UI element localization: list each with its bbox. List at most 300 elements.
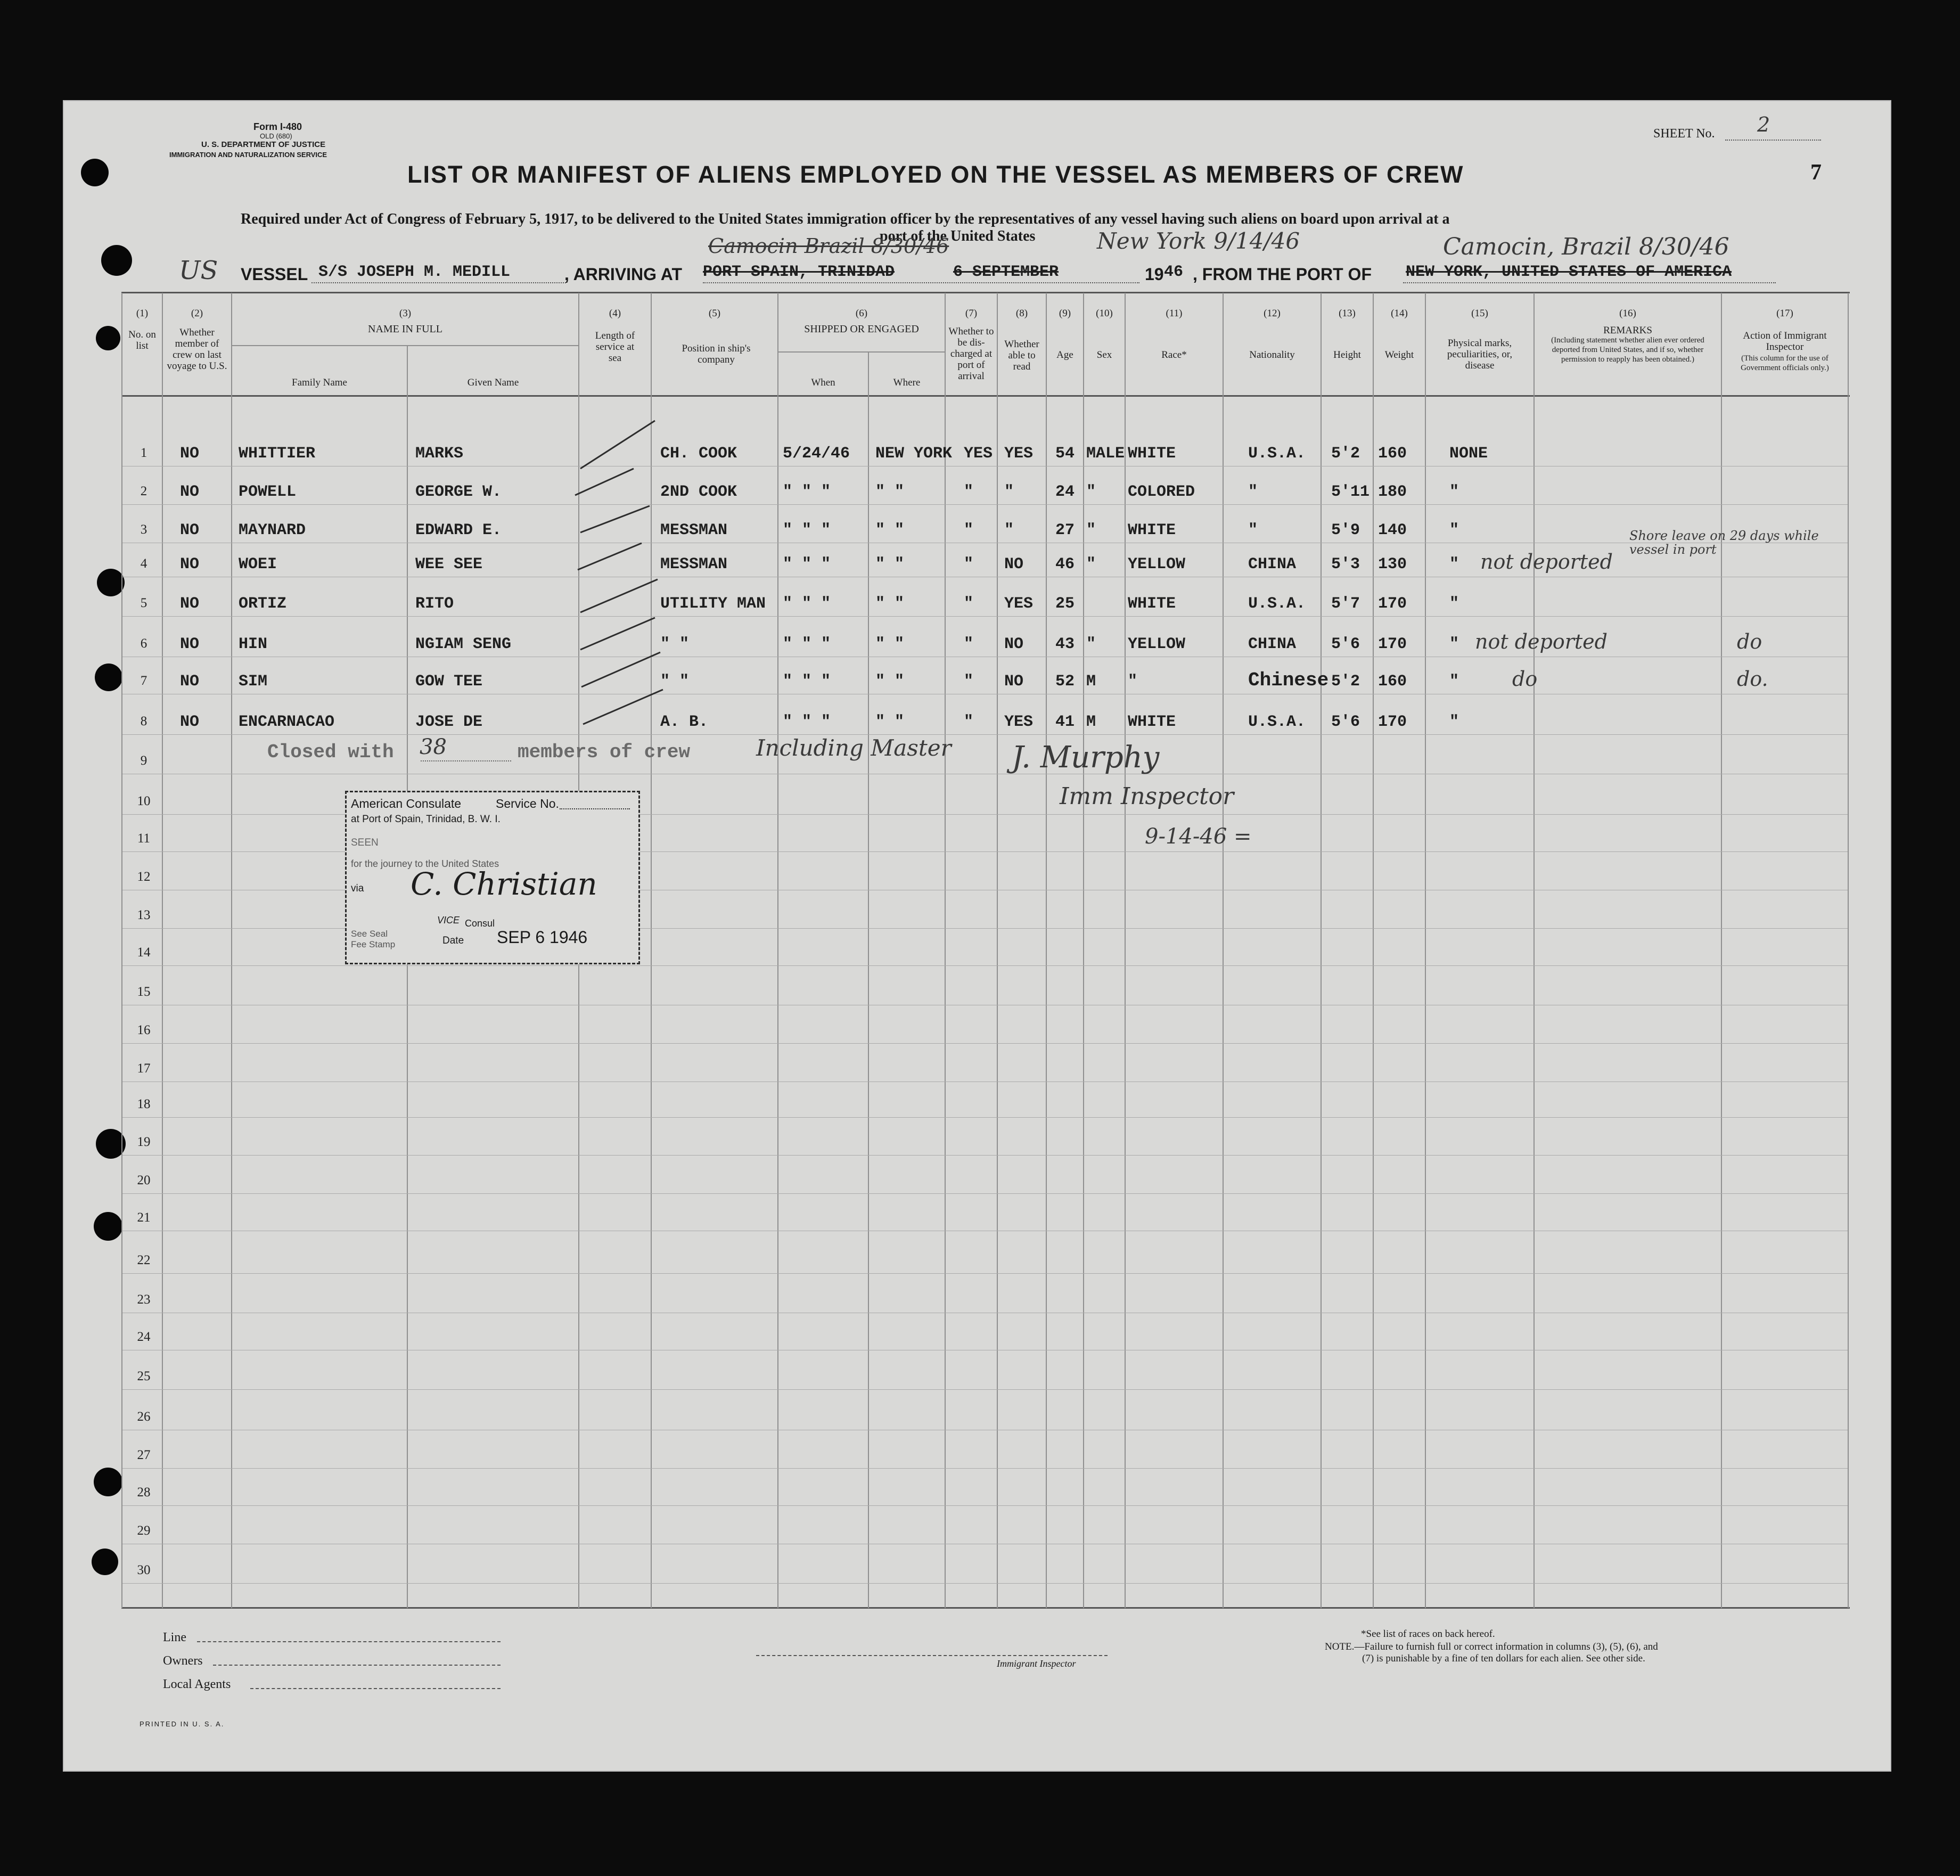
- line-number: 19: [137, 1135, 151, 1149]
- nationality-cell: CHINA: [1248, 555, 1297, 574]
- sex-cell: ": [1086, 635, 1096, 653]
- given-name-cell: GEORGE W.: [415, 483, 502, 501]
- stamp-date-label: Date: [442, 935, 464, 946]
- ruled-line: [122, 1389, 1848, 1390]
- able-to-read-cell: YES: [1004, 595, 1034, 613]
- ruled-line: [122, 1505, 1848, 1506]
- sheet-number: 2: [1757, 113, 1770, 136]
- footer-note-line2: (7) is punishable by a fine of ten dollars for each alien. See other side.: [1362, 1653, 1645, 1664]
- stamp-fee: Fee Stamp: [351, 939, 396, 949]
- given-name-cell: RITO: [415, 595, 454, 613]
- line-number: 30: [137, 1563, 151, 1577]
- shipped-when-header: When: [811, 377, 835, 388]
- sheet-underline: [1725, 140, 1821, 141]
- able-to-read-cell: NO: [1004, 673, 1024, 691]
- column-divider: [1046, 293, 1047, 1608]
- line-number: 24: [137, 1330, 151, 1344]
- height-cell: 5'2: [1331, 445, 1360, 463]
- height-cell: 5'6: [1331, 635, 1360, 653]
- column-divider: [121, 293, 122, 1608]
- last-voyage-cell: NO: [180, 521, 200, 539]
- line-number: 16: [137, 1023, 151, 1037]
- able-to-read-cell: YES: [1004, 713, 1034, 731]
- stamp-consulate: American Consulate: [351, 797, 462, 810]
- col-16-label: REMARKS: [1603, 325, 1652, 336]
- col-14-number: (14): [1391, 308, 1408, 319]
- shipped-when-cell: " " ": [783, 635, 831, 653]
- sex-cell: ": [1086, 521, 1096, 539]
- last-voyage-cell: NO: [180, 713, 200, 731]
- col-3-number: (3): [399, 308, 412, 319]
- subtitle-line1: Required under Act of Congress of February 5, 1917, to be delivered to the United States immigration officer by the representatives of any vessel having such aliens on board upon arrival at a: [241, 211, 1450, 227]
- column-divider: [1083, 293, 1084, 1608]
- shipped-when-cell: " " ": [783, 673, 831, 691]
- line-number: 8: [140, 714, 147, 728]
- stamp-vice: VICE: [437, 915, 460, 925]
- col-5-number: (5): [708, 308, 721, 319]
- nationality-cell: CHINA: [1248, 635, 1297, 653]
- col-3-label: NAME IN FULL: [368, 323, 442, 335]
- line-number: 29: [137, 1523, 151, 1538]
- physical-marks-cell: NONE: [1449, 445, 1488, 463]
- table-bottom-border: [121, 1607, 1850, 1609]
- footer-inspector-caption: Immigrant Inspector: [997, 1658, 1076, 1669]
- race-cell: ": [1128, 673, 1138, 691]
- column-divider: [162, 293, 163, 1608]
- col-11-number: (11): [1166, 308, 1183, 319]
- col-6-number: (6): [855, 308, 868, 319]
- position-cell: 2ND COOK: [660, 483, 737, 501]
- line-number: 6: [140, 636, 147, 651]
- shipped-where-header: Where: [893, 377, 921, 388]
- col-9-number: (9): [1059, 308, 1071, 319]
- shipped-where-cell: " ": [875, 483, 905, 501]
- weight-cell: 130: [1378, 555, 1407, 574]
- footer-note-line1: NOTE.—Failure to furnish full or correct information in columns (3), (5), (6), and: [1325, 1641, 1658, 1652]
- col-2-number: (2): [191, 308, 203, 319]
- col-8-label: Whether able to read: [1004, 339, 1039, 372]
- punch-hole: [94, 1212, 122, 1241]
- stamp-service-label: Service No.: [496, 797, 559, 810]
- ruled-line: [122, 1155, 1848, 1156]
- column-divider: [1125, 293, 1126, 1608]
- service-name: IMMIGRATION AND NATURALIZATION SERVICE: [169, 151, 327, 159]
- line-number: 25: [137, 1369, 151, 1383]
- weight-cell: 160: [1378, 445, 1407, 463]
- age-cell: 52: [1055, 673, 1075, 691]
- ruled-line: [122, 1043, 1848, 1044]
- col-4-number: (4): [609, 308, 621, 319]
- discharged-cell: ": [964, 713, 974, 731]
- col-17-note: (This column for the use of Government officials only.): [1741, 354, 1829, 372]
- arriving-label: , ARRIVING AT: [564, 265, 683, 284]
- column-divider: [1425, 293, 1426, 1608]
- inspector-action-cell: do.: [1737, 667, 1768, 691]
- remarks-cell: do: [1512, 667, 1538, 691]
- physical-marks-cell: ": [1449, 555, 1459, 574]
- age-cell: 41: [1055, 713, 1075, 731]
- vessel-name: S/S JOSEPH M. MEDILL: [318, 263, 511, 281]
- discharged-cell: ": [964, 555, 974, 574]
- position-cell: " ": [660, 635, 690, 653]
- line-number: 10: [137, 794, 151, 808]
- discharged-cell: ": [964, 635, 974, 653]
- column-divider: [1721, 293, 1722, 1608]
- from-port-label: , FROM THE PORT OF: [1193, 265, 1372, 284]
- footer-agents-dots: [250, 1688, 501, 1689]
- arrival-date-handwritten: New York 9/14/46: [1097, 228, 1300, 254]
- position-cell: " ": [660, 673, 690, 691]
- col-17-number: (17): [1776, 308, 1793, 319]
- length-of-service-marks: [570, 410, 666, 730]
- sex-cell: ": [1086, 483, 1096, 501]
- stamp-via: via: [351, 883, 364, 894]
- family-name-cell: ENCARNACAO: [239, 713, 335, 731]
- sex-cell: MALE: [1086, 445, 1125, 463]
- given-name-header: Given Name: [467, 377, 519, 388]
- last-voyage-cell: NO: [180, 483, 200, 501]
- height-cell: 5'9: [1331, 521, 1360, 539]
- punch-hole: [92, 1549, 118, 1575]
- us-mark: US: [179, 256, 218, 285]
- able-to-read-cell: ": [1004, 521, 1014, 539]
- line-number: 4: [140, 556, 147, 571]
- race-cell: WHITE: [1128, 521, 1176, 539]
- family-name-cell: ORTIZ: [239, 595, 287, 613]
- physical-marks-cell: ": [1449, 635, 1459, 653]
- sex-cell: M: [1086, 713, 1096, 731]
- footer-owners-dots: [213, 1665, 501, 1666]
- discharged-cell: ": [964, 673, 974, 691]
- column-divider: [777, 293, 778, 1608]
- table-top-border: [121, 292, 1850, 293]
- crew-count: 38: [420, 735, 447, 759]
- able-to-read-cell: YES: [1004, 445, 1034, 463]
- shipped-when-cell: " " ": [783, 595, 831, 613]
- ruled-line: [122, 504, 1848, 505]
- race-cell: COLORED: [1128, 483, 1195, 501]
- discharged-cell: ": [964, 483, 974, 501]
- col-13-number: (13): [1339, 308, 1356, 319]
- arriving-port: PORT SPAIN, TRINIDAD: [703, 263, 895, 281]
- inspector-action-cell: Shore leave on 29 days while vessel in port: [1629, 528, 1819, 557]
- age-cell: 24: [1055, 483, 1075, 501]
- discharged-cell: ": [964, 595, 974, 613]
- shipped-where-cell: " ": [875, 595, 905, 613]
- column-divider: [1321, 293, 1322, 1608]
- closed-with-prefix: Closed with: [267, 741, 394, 763]
- col-9-label: Age: [1056, 349, 1073, 361]
- column-divider: [1848, 293, 1849, 1608]
- given-name-cell: JOSE DE: [415, 713, 483, 731]
- last-voyage-cell: NO: [180, 445, 200, 463]
- footer-races-note: *See list of races on back hereof.: [1361, 1628, 1495, 1640]
- stamp-date: SEP 6 1946: [497, 928, 588, 947]
- count-dots: [421, 760, 511, 761]
- last-voyage-cell: NO: [180, 635, 200, 653]
- family-name-cell: HIN: [239, 635, 268, 653]
- column-divider: [945, 293, 946, 1608]
- stamp-seal: See Seal: [351, 929, 388, 939]
- line-number: 27: [137, 1448, 151, 1462]
- stamp-signature: C. Christian: [411, 866, 597, 902]
- punch-hole: [101, 245, 132, 276]
- nationality-cell: U.S.A.: [1248, 595, 1306, 613]
- age-cell: 54: [1055, 445, 1075, 463]
- weight-cell: 170: [1378, 713, 1407, 731]
- position-cell: MESSMAN: [660, 555, 728, 574]
- height-cell: 5'11: [1331, 483, 1370, 501]
- col-2-label: Whether member of crew on last voyage to U.S.: [167, 327, 227, 372]
- from-port-handwritten: Camocin, Brazil 8/30/46: [1443, 233, 1729, 260]
- department-name: U. S. DEPARTMENT OF JUSTICE: [201, 140, 326, 149]
- col-1-number: (1): [136, 308, 149, 319]
- col-14-label: Weight: [1384, 349, 1414, 361]
- col-7-label: Whether to be dis-charged at port of arrival: [948, 326, 994, 382]
- height-cell: 5'6: [1331, 713, 1360, 731]
- nationality-cell: Chinese: [1248, 669, 1329, 691]
- age-cell: 43: [1055, 635, 1075, 653]
- col-11-label: Race*: [1161, 349, 1187, 361]
- able-to-read-cell: NO: [1004, 635, 1024, 653]
- remarks-cell: not deported: [1475, 630, 1608, 653]
- line-number: 20: [137, 1173, 151, 1187]
- col-12-label: Nationality: [1249, 349, 1295, 361]
- arrival-date: 6 SEPTEMBER: [953, 263, 1059, 281]
- discharged-cell: YES: [964, 445, 993, 463]
- inspector-signature: J. Murphy: [1012, 740, 1160, 775]
- age-cell: 27: [1055, 521, 1075, 539]
- col-7-number: (7): [965, 308, 978, 319]
- column-divider: [231, 293, 232, 1608]
- line-number: 26: [137, 1410, 151, 1424]
- arriving-port-handwritten: Camocin Brazil 8/30/46: [708, 234, 949, 258]
- line-number: 15: [137, 985, 151, 999]
- last-voyage-cell: NO: [180, 555, 200, 574]
- family-name-cell: MAYNARD: [239, 521, 306, 539]
- shipped-where-cell: " ": [875, 635, 905, 653]
- race-cell: WHITE: [1128, 445, 1176, 463]
- stamp-location: at Port of Spain, Trinidad, B. W. I.: [351, 814, 501, 825]
- line-number: 22: [137, 1253, 151, 1267]
- line-number: 23: [137, 1292, 151, 1307]
- position-cell: UTILITY MAN: [660, 595, 766, 613]
- weight-cell: 170: [1378, 635, 1407, 653]
- punch-hole: [97, 569, 125, 596]
- position-cell: MESSMAN: [660, 521, 728, 539]
- line-number: 11: [137, 831, 151, 846]
- remarks-cell: not deported: [1480, 550, 1613, 574]
- height-cell: 5'3: [1331, 555, 1360, 574]
- height-cell: 5'7: [1331, 595, 1360, 613]
- form-number: Form I-480: [253, 121, 302, 132]
- last-voyage-cell: NO: [180, 595, 200, 613]
- age-cell: 46: [1055, 555, 1075, 574]
- col-13-label: Height: [1333, 349, 1361, 361]
- corner-mark: 7: [1810, 160, 1822, 185]
- race-cell: YELLOW: [1128, 555, 1186, 574]
- able-to-read-cell: ": [1004, 483, 1014, 501]
- given-name-cell: WEE SEE: [415, 555, 483, 574]
- nationality-cell: ": [1248, 521, 1258, 539]
- col-1-label: No. on list: [128, 329, 156, 351]
- family-name-cell: WOEI: [239, 555, 277, 574]
- age-cell: 25: [1055, 595, 1075, 613]
- stamp-service-dots: [560, 808, 630, 809]
- nationality-cell: U.S.A.: [1248, 445, 1306, 463]
- position-cell: CH. COOK: [660, 445, 737, 463]
- column-divider: [868, 351, 869, 1608]
- shipped-header-rule: [777, 351, 945, 353]
- date-dots: [703, 282, 1139, 283]
- given-name-cell: NGIAM SENG: [415, 635, 512, 653]
- position-cell: A. B.: [660, 713, 709, 731]
- punch-hole: [95, 663, 122, 691]
- ruled-line: [122, 1468, 1848, 1469]
- vessel-dots: [311, 282, 566, 283]
- physical-marks-cell: ": [1449, 713, 1459, 731]
- line-number: 3: [140, 522, 147, 537]
- weight-cell: 140: [1378, 521, 1407, 539]
- nationality-cell: ": [1248, 483, 1258, 501]
- discharged-cell: ": [964, 521, 974, 539]
- race-cell: WHITE: [1128, 595, 1176, 613]
- family-name-cell: SIM: [239, 673, 268, 691]
- stamp-seen: SEEN: [351, 837, 379, 848]
- line-number: 17: [137, 1061, 151, 1076]
- col-10-number: (10): [1096, 308, 1113, 319]
- inspector-signature-line: [756, 1655, 1108, 1656]
- consulate-stamp: [345, 791, 640, 964]
- ruled-line: [122, 1117, 1848, 1118]
- sheet-label: SHEET No.: [1653, 127, 1715, 141]
- col-10-label: Sex: [1096, 349, 1112, 361]
- inspector-sign-date: 9-14-46 =: [1145, 824, 1252, 849]
- col-17-label: Action of Immigrant Inspector: [1743, 330, 1827, 353]
- shipped-where-cell: NEW YORK: [875, 445, 953, 463]
- weight-cell: 160: [1378, 673, 1407, 691]
- weight-cell: 180: [1378, 483, 1407, 501]
- ruled-line: [122, 1583, 1848, 1584]
- ruled-line: [122, 1273, 1848, 1274]
- line-number: 9: [140, 753, 147, 768]
- last-voyage-cell: NO: [180, 673, 200, 691]
- shipped-when-cell: " " ": [783, 483, 831, 501]
- nationality-cell: U.S.A.: [1248, 713, 1306, 731]
- from-port: NEW YORK, UNITED STATES OF AMERICA: [1406, 263, 1732, 281]
- shipped-when-cell: 5/24/46: [783, 445, 850, 463]
- manifest-title: LIST OR MANIFEST OF ALIENS EMPLOYED ON THE VESSEL AS MEMBERS OF CREW: [407, 161, 1464, 188]
- family-name-header: Family Name: [292, 377, 347, 388]
- family-name-cell: POWELL: [239, 483, 297, 501]
- line-number: 12: [137, 870, 151, 884]
- punch-hole: [96, 326, 120, 350]
- line-number: 1: [140, 446, 147, 460]
- shipped-where-cell: " ": [875, 555, 905, 574]
- race-cell: YELLOW: [1128, 635, 1186, 653]
- vessel-label: VESSEL: [241, 265, 308, 284]
- col-8-number: (8): [1015, 308, 1028, 319]
- footer-owners-label: Owners: [163, 1654, 203, 1668]
- footer-agents-label: Local Agents: [163, 1677, 231, 1691]
- weight-cell: 170: [1378, 595, 1407, 613]
- year-value: 46: [1164, 263, 1184, 281]
- height-cell: 5'2: [1331, 673, 1360, 691]
- table-header-bottom: [121, 395, 1850, 397]
- ruled-line: [122, 616, 1848, 617]
- column-divider: [1533, 293, 1535, 1608]
- ruled-line: [122, 1193, 1848, 1194]
- col-15-number: (15): [1471, 308, 1488, 319]
- physical-marks-cell: ": [1449, 595, 1459, 613]
- shipped-where-cell: " ": [875, 713, 905, 731]
- from-dots: [1403, 282, 1776, 283]
- ruled-line: [122, 965, 1848, 966]
- given-name-cell: GOW TEE: [415, 673, 483, 691]
- name-header-rule: [231, 345, 578, 346]
- family-name-cell: WHITTIER: [239, 445, 316, 463]
- line-number: 14: [137, 945, 151, 960]
- physical-marks-cell: ": [1449, 673, 1459, 691]
- column-divider: [1223, 293, 1224, 1608]
- ruled-line: [122, 734, 1848, 735]
- stamp-journey: for the journey to the United States: [351, 858, 499, 869]
- subtitle-line2: port of the United States: [880, 228, 1036, 244]
- form-old-number: OLD (680): [260, 132, 292, 140]
- col-12-number: (12): [1264, 308, 1281, 319]
- line-number: 13: [137, 908, 151, 922]
- including-master-note: Including Master: [756, 735, 952, 761]
- year-prefix: 19: [1145, 265, 1164, 284]
- closed-with-suffix: members of crew: [518, 741, 691, 763]
- stamp-consul: Consul: [465, 918, 495, 929]
- column-divider: [1373, 293, 1374, 1608]
- footer-line-dots: [197, 1641, 501, 1642]
- col-4-label: Length of service at sea: [595, 330, 635, 364]
- given-name-cell: MARKS: [415, 445, 464, 463]
- col-15-label: Physical marks, peculiarities, or, disease: [1447, 338, 1513, 371]
- shipped-when-cell: " " ": [783, 713, 831, 731]
- col-6-label: SHIPPED OR ENGAGED: [804, 323, 919, 335]
- shipped-when-cell: " " ": [783, 521, 831, 539]
- line-number: 2: [140, 484, 147, 498]
- given-name-cell: EDWARD E.: [415, 521, 502, 539]
- shipped-where-cell: " ": [875, 521, 905, 539]
- sex-cell: ": [1086, 555, 1096, 574]
- col-5-label: Position in ship's company: [682, 343, 751, 365]
- punch-hole: [94, 1468, 122, 1496]
- shipped-where-cell: " ": [875, 673, 905, 691]
- race-cell: WHITE: [1128, 713, 1176, 731]
- sex-cell: M: [1086, 673, 1096, 691]
- line-number: 7: [140, 674, 147, 688]
- line-number: 28: [137, 1485, 151, 1500]
- line-number: 21: [137, 1210, 151, 1225]
- col-16-note: (Including statement whether alien ever ordered deported from United States, and if so, whether permission to reapply has been obtained.): [1551, 336, 1704, 364]
- inspector-title: Imm Inspector: [1060, 783, 1234, 810]
- footer-line-label: Line: [163, 1631, 186, 1644]
- physical-marks-cell: ": [1449, 483, 1459, 501]
- col-16-number: (16): [1619, 308, 1636, 319]
- line-number: 18: [137, 1097, 151, 1111]
- inspector-action-cell: do: [1737, 630, 1762, 653]
- physical-marks-cell: ": [1449, 521, 1459, 539]
- footer-printed: PRINTED IN U. S. A.: [140, 1720, 225, 1728]
- column-divider: [997, 293, 998, 1608]
- able-to-read-cell: NO: [1004, 555, 1024, 574]
- shipped-when-cell: " " ": [783, 555, 831, 574]
- line-number: 5: [140, 596, 147, 610]
